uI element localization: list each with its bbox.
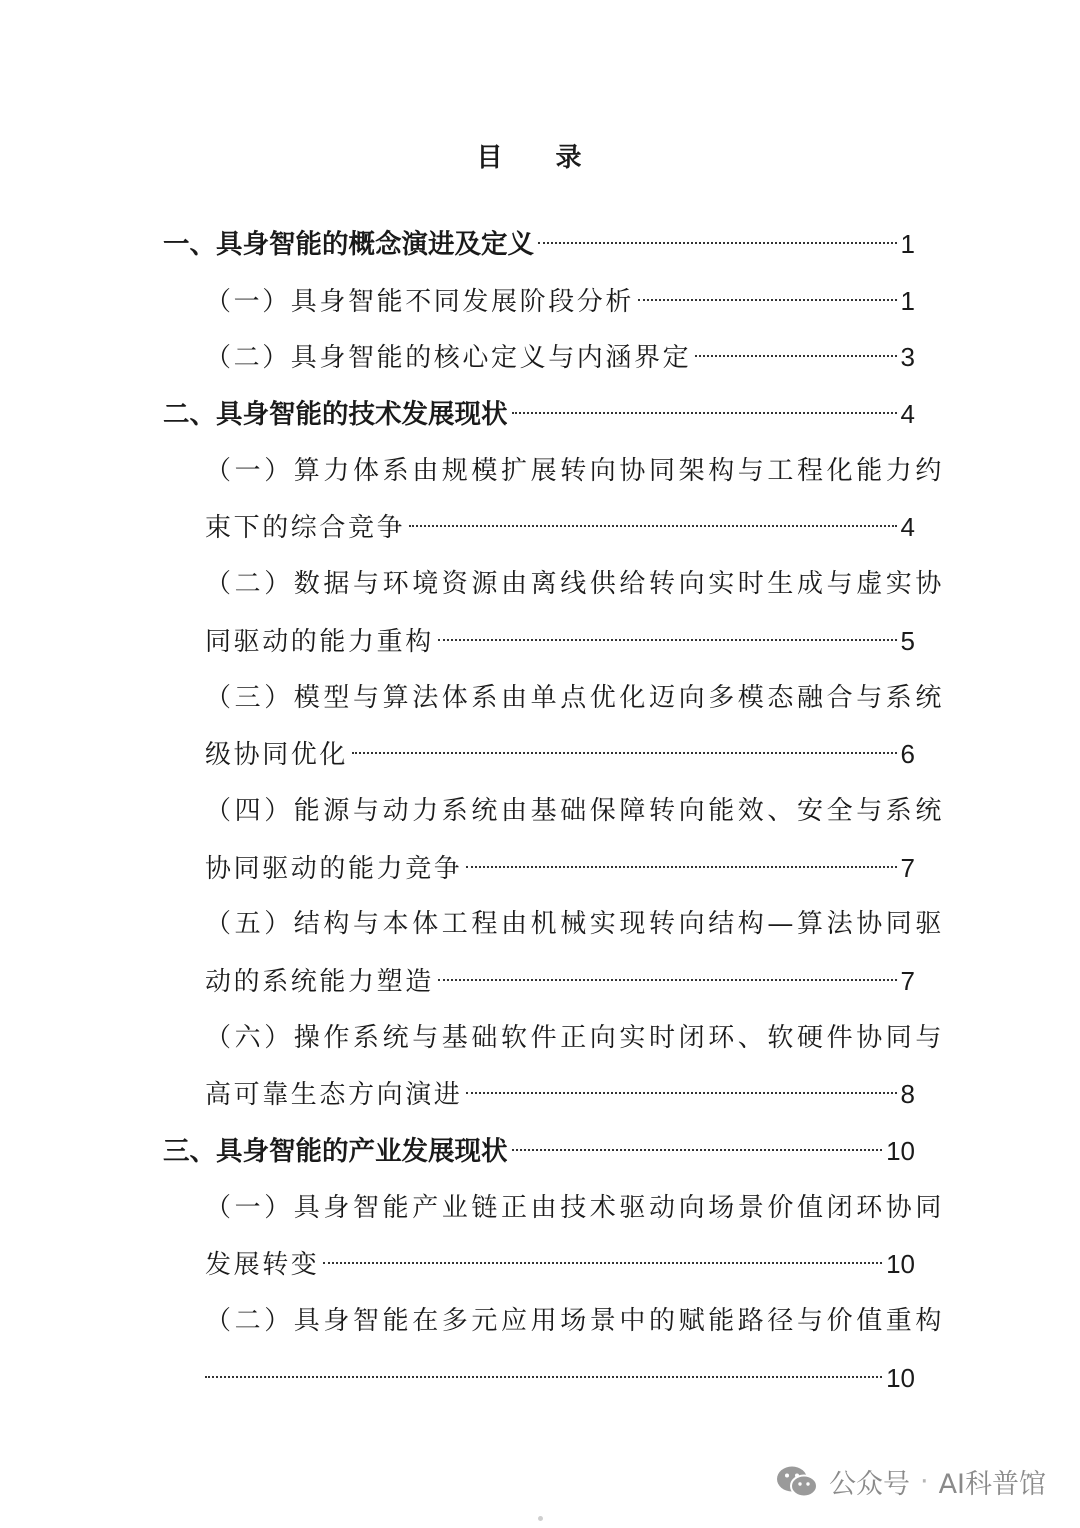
dot-leader (438, 979, 897, 981)
toc-line (205, 726, 915, 783)
toc-entry-text: （三）模型与算法体系由单点优化迈向多模态融合与系统 (205, 682, 946, 713)
toc-entry-text: 动的系统能力塑造 (205, 966, 434, 997)
toc-line (163, 386, 915, 443)
watermark (775, 1462, 1046, 1501)
page-number: 5 (900, 625, 915, 656)
toc-entry-text: （四）能源与动力系统由基础保障转向能效、安全与系统 (205, 795, 946, 826)
dot-leader (466, 866, 896, 868)
page-number: 8 (900, 1079, 915, 1110)
toc-entry-text: （一）算力体系由规模扩展转向协同架构与工程化能力约 (205, 455, 946, 486)
toc-line (163, 1123, 915, 1180)
dot-leader (512, 412, 897, 414)
toc-entry (163, 216, 915, 273)
toc-line (205, 499, 915, 556)
toc-entry-text: （二）具身智能的核心定义与内涵界定 (205, 343, 692, 374)
toc-entry (163, 273, 915, 330)
page-number: 10 (886, 1362, 915, 1393)
toc-line (205, 840, 915, 897)
toc-entry (163, 783, 946, 896)
toc-entry (163, 443, 946, 556)
page-number: 1 (900, 229, 915, 259)
toc-line (205, 1350, 915, 1407)
page-number: 4 (900, 512, 915, 543)
dot-leader (352, 752, 897, 754)
watermark-separator: · (919, 1466, 929, 1497)
toc-line (163, 216, 915, 273)
toc-line (205, 1066, 915, 1123)
toc-entry-text: 级协同优化 (205, 740, 349, 771)
toc-entry-text: （二）具身智能在多元应用场景中的赋能路径与价值重构 (205, 1306, 946, 1337)
table-of-contents (163, 216, 946, 1406)
toc-entry-text: （一）具身智能产业链正由技术驱动向场景价值闭环协同 (205, 1192, 946, 1223)
toc-entry (163, 1123, 915, 1180)
toc-entry (163, 329, 915, 386)
toc-entry-text: （五）结构与本体工程由机械实现转向结构—算法协同驱 (205, 909, 946, 940)
page-number: 4 (900, 399, 915, 430)
toc-line (205, 613, 915, 670)
toc-entry-text: 一、具身智能的概念演进及定义 (163, 229, 534, 260)
dot-leader (638, 299, 897, 301)
dot-leader (205, 1376, 882, 1378)
toc-entry-text: 束下的综合竞争 (205, 513, 406, 544)
toc-line (205, 953, 915, 1010)
toc-line (205, 1236, 915, 1293)
toc-entry (163, 670, 946, 783)
toc-entry (163, 556, 946, 669)
toc-title: 目 录 (476, 143, 604, 173)
dot-leader (438, 639, 897, 641)
toc-entry (163, 386, 915, 443)
watermark-name: AI科普馆 (938, 1469, 1046, 1500)
page-number: 7 (900, 965, 915, 996)
toc-entry (163, 1010, 946, 1123)
dot-leader (512, 1149, 883, 1151)
toc-line (205, 273, 915, 330)
dot-leader (323, 1262, 882, 1264)
page-number: 7 (900, 852, 915, 883)
toc-entry-text: 协同驱动的能力竞争 (205, 853, 463, 884)
toc-entry (163, 896, 946, 1009)
dot-leader (695, 355, 896, 357)
toc-entry-text: 三、具身智能的产业发展现状 (163, 1136, 508, 1167)
toc-entry-text: 发展转变 (205, 1250, 320, 1281)
dot-leader (409, 525, 896, 527)
toc-entry-text: （二）数据与环境资源由离线供给转向实时生成与虚实协 (205, 569, 946, 600)
toc-entry-text: 高可靠生态方向演进 (205, 1080, 463, 1111)
dot-leader (466, 1092, 896, 1094)
toc-entry (163, 1180, 946, 1293)
page-number: 6 (900, 739, 915, 770)
toc-entry-text: 同驱动的能力重构 (205, 626, 434, 657)
toc-entry-text: （一）具身智能不同发展阶段分析 (205, 286, 635, 317)
toc-line (205, 329, 915, 386)
wechat-icon (775, 1464, 819, 1500)
page-indicator-dot (538, 1516, 543, 1521)
toc-entry-text: 二、具身智能的技术发展现状 (163, 399, 508, 431)
toc-entry-text: （六）操作系统与基础软件正向实时闭环、软硬件协同与 (205, 1022, 946, 1053)
page-number: 1 (900, 285, 915, 316)
watermark-prefix: 公众号 (828, 1469, 910, 1500)
page-number: 10 (886, 1249, 915, 1280)
toc-entry (163, 1293, 946, 1406)
page-number: 3 (900, 342, 915, 373)
page-number: 10 (886, 1136, 915, 1166)
dot-leader (538, 242, 897, 244)
